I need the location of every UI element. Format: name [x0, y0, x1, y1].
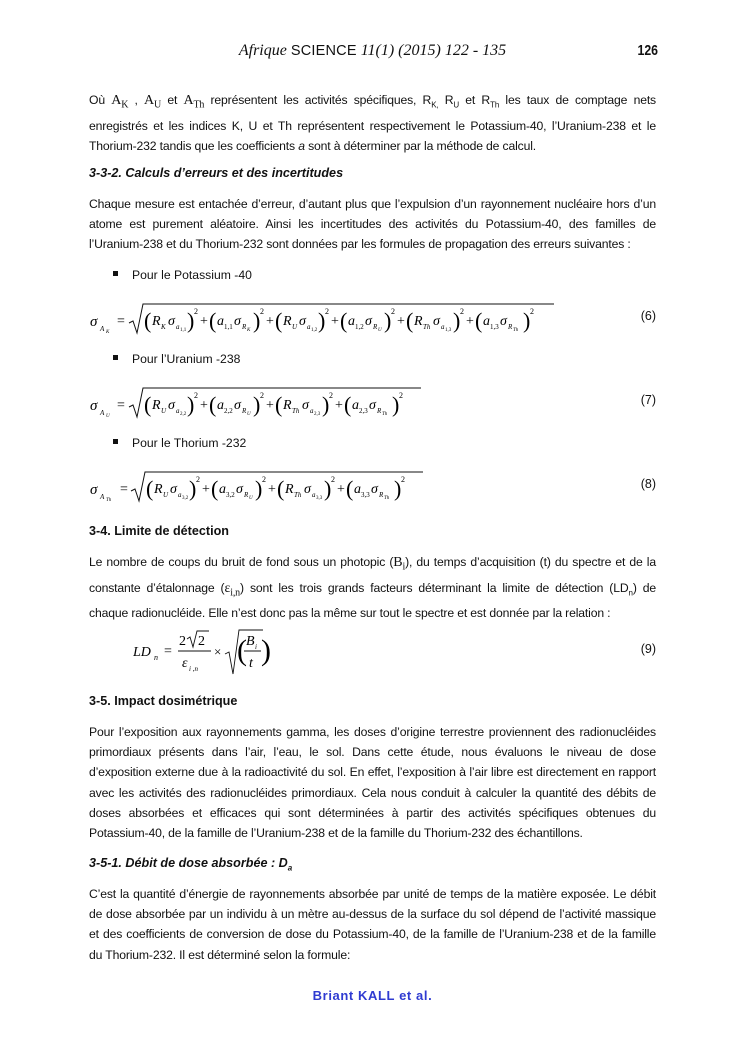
term-2 [209, 307, 264, 333]
eq-symbol: σ [236, 482, 243, 497]
a-coefficient: a [298, 138, 305, 153]
bullet-square-icon [113, 439, 118, 444]
eq-symbol: ( [340, 308, 348, 333]
eq-symbol: σ [168, 398, 175, 413]
eq-symbol: R [244, 491, 249, 499]
eq-symbol: ( [209, 392, 217, 417]
equation-9-number: (9) [640, 642, 656, 656]
eq-symbol: R [285, 482, 294, 497]
term-3 [275, 307, 329, 333]
ld-sub: n [628, 588, 633, 598]
eq-symbol: + [331, 314, 339, 329]
term-6 [475, 307, 534, 333]
section-3-3-2-text: Chaque mesure est entachée d’erreur, d’autant plus que l’expulsion d’un rayonnement nucléaire hors d’un atome est purement aléatoire. Ainsi les incertitudes des activités du Potassium-40, des familles de l’Uranium-238 et du Thorium-232 sont données par les formules de propagation des erreurs suivantes : [89, 197, 656, 252]
eq-symbol: ( [237, 634, 247, 667]
eq-symbol: 1,1 [180, 328, 187, 333]
eq-symbol: σ [365, 314, 372, 329]
eq-symbol: R [242, 407, 247, 415]
section-3-5-1-title-text: 3-5-1. Débit de dose absorbée : D [89, 856, 288, 870]
eq-symbol: ( [475, 308, 483, 333]
eq-symbol: R [152, 398, 161, 413]
term-1 [146, 475, 200, 501]
eq-symbol: 2 [401, 475, 405, 484]
eq-symbol: 2 [179, 634, 186, 649]
epsilon-sub: i,n [230, 587, 241, 599]
body-text: ), du temps d’acquisition (t) du spectre et de la constante d’étalonnage ( [89, 555, 656, 595]
eq-symbol: ) [261, 634, 271, 667]
equation-7 [89, 386, 656, 420]
eq-symbol: a [312, 491, 316, 499]
bullet-thorium [113, 436, 246, 450]
eq-symbol: ( [209, 308, 217, 333]
eq-symbol: 3,2 [182, 496, 189, 501]
eq-symbol: 3,3 [316, 496, 323, 501]
section-3-4-title: 3-4. Limite de détection [89, 524, 229, 538]
eq-symbol: U [292, 323, 298, 331]
eq-symbol: A [100, 409, 105, 417]
eq-symbol: K [247, 328, 251, 333]
b-symbol: B [393, 555, 403, 570]
term-1 [144, 391, 198, 417]
eq-symbol: Th [513, 328, 519, 333]
eq-symbol: a [348, 314, 355, 329]
eq-symbol: 1,2 [355, 323, 364, 331]
eq-symbol: + [397, 314, 405, 329]
eq-symbol: a [354, 482, 361, 497]
page-footer-authors: Briant KALL et al. [312, 988, 433, 1003]
eq-symbol: 2 [196, 475, 200, 484]
eq-symbol: = [120, 482, 128, 497]
eq-symbol: ) [523, 308, 531, 333]
eq-symbol: i ,n [189, 665, 198, 673]
eq-symbol: n [154, 653, 158, 662]
intro-text: représentent les activités spécifiques, R [204, 93, 432, 107]
bullet-label: Pour le Thorium -232 [132, 436, 247, 450]
equation-6 [89, 302, 656, 336]
eq-symbol: σ [90, 314, 98, 330]
b-sub: i [402, 561, 406, 573]
eq-symbol: a [441, 323, 445, 331]
eq-symbol: 2 [391, 307, 395, 316]
eq-symbol: a [310, 407, 314, 415]
term-1 [144, 307, 198, 333]
bullet-square-icon [113, 271, 118, 276]
eq-symbol: = [117, 398, 125, 413]
intro-text: les taux de comptage nets enregistrés et les indices K, U et Th représentent respectivement le Potassium-40, l’Uranium-238 et le Thorium-232 tandis que les coefficients [89, 93, 657, 153]
section-3-3-2-title: 3-3-2. Calculs d’erreurs et des incertitudes [89, 166, 344, 180]
bullet-label: Pour l’Uranium -238 [132, 352, 241, 366]
eq-symbol: ( [275, 392, 283, 417]
eq-symbol: i [255, 643, 257, 651]
eq-symbol: 3,3 [361, 491, 370, 499]
eq-symbol: R [377, 407, 382, 415]
section-3-5-title: 3-5. Impact dosimétrique [89, 694, 238, 708]
eq-symbol: R [283, 314, 292, 329]
bullet-square-icon [113, 355, 118, 360]
eq-symbol: ) [392, 392, 400, 417]
eq-symbol: 2 [530, 307, 534, 316]
bullet-label: Pour le Potassium -40 [132, 268, 252, 282]
eq-symbol: 1,1 [224, 323, 233, 331]
eq-symbol: + [466, 314, 474, 329]
eq-symbol: ) [318, 308, 326, 333]
term-4 [340, 307, 395, 333]
eq-symbol: σ [500, 314, 507, 329]
eq-symbol: R [242, 323, 247, 331]
eq-symbol: σ [371, 482, 378, 497]
eq-symbol: 2 [260, 391, 264, 400]
equation-7-formula [89, 386, 569, 420]
body-text: ) de chaque radionucléide. Elle n’est donc pas la même sur tout le spectre et est donnée par la relation : [89, 580, 656, 621]
section-3-5-1-text: C’est la quantité d’énergie de rayonnements absorbée par unité de temps de la matière exposée. Le débit de dose absorbée par un individu à un mètre au-dessus de la surface du sol dépend de l’activité massique et des coefficients de conversion de dose du Potassium-40, de la famille de l’Uranium-238 et de la famille du Thorium-232. Il est déterminé selon la formule: [89, 887, 656, 962]
eq-symbol: σ [170, 482, 177, 497]
eq-symbol: K [106, 330, 110, 335]
eq-symbol: + [266, 398, 274, 413]
eq-symbol: U [161, 407, 167, 415]
eq-symbol: σ [299, 314, 306, 329]
eq-symbol: a [307, 323, 311, 331]
eq-symbol: ) [384, 308, 392, 333]
eq-symbol: a [483, 314, 490, 329]
eq-symbol: U [378, 328, 382, 333]
intro-paragraph [89, 90, 656, 156]
eq-symbol: Th [292, 407, 300, 415]
eq-symbol: + [335, 398, 343, 413]
eq-symbol: Th [382, 412, 388, 417]
eq-symbol: + [200, 398, 208, 413]
term-2 [211, 475, 266, 501]
eq-symbol: ) [255, 476, 263, 501]
eq-symbol: ) [187, 392, 195, 417]
term-4 [344, 391, 403, 417]
bullet-potassium [113, 268, 252, 282]
eq-symbol: Th [294, 491, 302, 499]
epsilon-symbol: ε [224, 580, 231, 596]
eq-symbol: σ [234, 314, 241, 329]
page-number: 126 [637, 42, 658, 59]
r-k-sub: K, [431, 100, 439, 110]
eq-symbol: ) [453, 308, 461, 333]
eq-symbol: σ [369, 398, 376, 413]
eq-symbol: R [414, 314, 423, 329]
eq-symbol: × [214, 644, 222, 659]
eq-symbol: a [176, 407, 180, 415]
bullet-uranium [113, 352, 240, 366]
section-3-5-1-title-sub: a [287, 863, 293, 873]
term-3 [277, 475, 335, 501]
eq-symbol: σ [433, 314, 440, 329]
eq-symbol: 1,2 [311, 328, 318, 333]
eq-symbol: 2 [194, 391, 198, 400]
journal-ref: 11(1) (2015) 122 - 135 [360, 42, 507, 59]
eq-symbol: ( [146, 476, 154, 501]
eq-symbol: 3,2 [226, 491, 235, 499]
a-k-sub: K [121, 99, 129, 111]
term-3 [275, 391, 333, 417]
a-u-sub: U [154, 99, 162, 111]
eq-symbol: a [217, 398, 224, 413]
eq-symbol: ( [277, 476, 285, 501]
eq-symbol: ) [253, 392, 261, 417]
journal-reference [0, 42, 745, 60]
term-5 [406, 307, 464, 333]
eq-symbol: = [117, 314, 125, 329]
section-3-5-1-title [89, 856, 292, 873]
intro-text: R [438, 93, 454, 107]
eq-symbol: ) [253, 308, 261, 333]
eq-symbol: R [154, 482, 163, 497]
eq-symbol: A [100, 325, 105, 333]
eq-symbol: a [352, 398, 359, 413]
eq-symbol: R [508, 323, 513, 331]
eq-symbol: σ [304, 482, 311, 497]
eq-symbol: + [266, 314, 274, 329]
body-text: ) sont les trois grands facteurs déterminant la limite de détection (LD [240, 580, 629, 595]
eq-symbol: 2 [198, 634, 205, 649]
eq-symbol: σ [90, 482, 98, 498]
eq-symbol: ( [211, 476, 219, 501]
eq-symbol: R [152, 314, 161, 329]
eq-symbol: R [373, 323, 378, 331]
eq-symbol: + [268, 482, 276, 497]
equation-6-formula [89, 302, 569, 336]
eq-symbol: = [164, 644, 172, 659]
eq-symbol: ε [182, 656, 188, 671]
eq-symbol: LD [133, 645, 151, 660]
body-text: Le nombre de coups du bruit de fond sous un photopic ( [89, 555, 394, 569]
eq-symbol: 1,3 [490, 323, 499, 331]
eq-symbol: 2,2 [224, 407, 233, 415]
eq-symbol: ( [144, 392, 152, 417]
term-4 [346, 475, 405, 501]
journal-name: SCIENCE [290, 43, 357, 59]
eq-symbol: a [219, 482, 226, 497]
r-u-sub: U [453, 100, 460, 110]
eq-symbol: Th [384, 496, 390, 501]
eq-symbol: 2,3 [359, 407, 368, 415]
equation-8-number: (8) [640, 477, 656, 491]
eq-symbol: 2,2 [180, 412, 187, 417]
eq-symbol: σ [168, 314, 175, 329]
eq-symbol: ( [344, 392, 352, 417]
eq-symbol: 2 [325, 307, 329, 316]
eq-symbol: + [200, 314, 208, 329]
eq-symbol: ) [322, 392, 330, 417]
eq-symbol: ( [144, 308, 152, 333]
eq-symbol: 2 [331, 475, 335, 484]
eq-symbol: a [178, 491, 182, 499]
equation-8 [89, 470, 656, 504]
eq-symbol: K [161, 323, 166, 331]
eq-symbol: ( [275, 308, 283, 333]
eq-symbol: ) [394, 476, 402, 501]
equation-6-number: (6) [640, 309, 656, 323]
eq-symbol: 2 [260, 307, 264, 316]
eq-symbol: ) [189, 476, 197, 501]
eq-symbol: a [217, 314, 224, 329]
eq-symbol: U [106, 414, 110, 419]
intro-text: , [128, 93, 145, 107]
eq-symbol: Th [423, 323, 431, 331]
eq-symbol: + [202, 482, 210, 497]
eq-symbol: ( [346, 476, 354, 501]
eq-symbol: 2,3 [314, 412, 321, 417]
intro-text: et [161, 93, 184, 107]
eq-symbol: U [247, 412, 251, 417]
eq-symbol: ) [324, 476, 332, 501]
intro-text: sont à déterminer par la méthode de calcul. [304, 138, 537, 153]
eq-symbol: R [283, 398, 292, 413]
eq-symbol: 2 [262, 475, 266, 484]
eq-symbol: 2 [399, 391, 403, 400]
eq-symbol: 2 [329, 391, 333, 400]
equation-9-formula [133, 628, 433, 678]
section-3-5-text: Pour l’exposition aux rayonnements gamma, les doses d’origine terrestre proviennent des radionucléides primordiaux présents dans l’air, l’eau, le sol. Dans cette étude, nous évaluons le niveau de dose d’exposition externe due à la radioactivité du sol. En effet, l’exposition à l’air libre est directement en rapport avec les activités des radionucléides primordiaux. Cela nous conduit à calculer la quantité des débits de doses absorbées et efficaces qui sont déterminées à partir des activités spécifiques obtenues du Potassium-40, de la famille de l’Uranium-238 et de la famille du Thorium-232 des échantillons. [89, 725, 656, 841]
eq-symbol: 2 [460, 307, 464, 316]
r-th-sub: Th [490, 100, 500, 110]
eq-symbol: U [163, 491, 169, 499]
eq-symbol: + [337, 482, 345, 497]
journal-italic: Afrique [238, 42, 287, 59]
eq-symbol: σ [234, 398, 241, 413]
a-u-symbol: A [144, 93, 154, 108]
page-header [0, 42, 745, 64]
eq-symbol: 2 [194, 307, 198, 316]
eq-symbol: σ [90, 398, 98, 414]
eq-symbol: Th [106, 498, 112, 503]
eq-symbol: U [249, 496, 253, 501]
eq-symbol: σ [302, 398, 309, 413]
eq-symbol: B [246, 634, 255, 649]
eq-symbol: t [249, 656, 253, 671]
equation-8-formula [89, 470, 569, 504]
equation-7-number: (7) [640, 393, 656, 407]
a-th-sub: Th [193, 99, 205, 111]
eq-symbol: R [379, 491, 384, 499]
term-2 [209, 391, 264, 417]
eq-symbol: 1,3 [445, 328, 452, 333]
section-3-4-text [89, 552, 656, 623]
eq-symbol: ) [187, 308, 195, 333]
intro-text: et R [459, 93, 491, 107]
eq-symbol: a [176, 323, 180, 331]
eq-symbol: ( [406, 308, 414, 333]
a-k-symbol: A [111, 93, 122, 108]
equation-9 [89, 628, 656, 678]
eq-symbol: A [100, 493, 105, 501]
a-th-symbol: A [183, 93, 194, 108]
intro-text: Où [89, 93, 112, 107]
